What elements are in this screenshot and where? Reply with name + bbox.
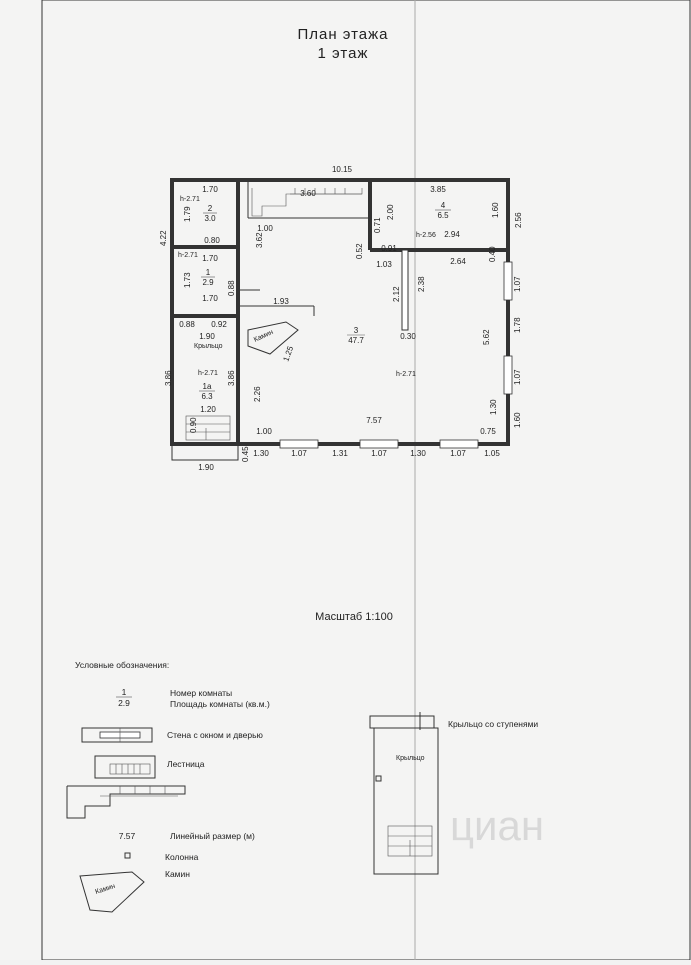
dim-212: 2.12 xyxy=(392,286,401,302)
room-3-height: h-2.71 xyxy=(396,371,416,378)
dim-stair-h: 3.62 xyxy=(255,232,264,248)
room-1-height: h-2.71 xyxy=(178,252,198,259)
legend-fireplace: Камин xyxy=(165,869,190,879)
legend-column-symbol xyxy=(125,853,130,858)
dim-b-107a: 1.07 xyxy=(291,449,307,458)
plan-title: План этажа xyxy=(297,26,389,43)
room-4-height: h-2.56 xyxy=(416,232,436,239)
dim-107b: 1.07 xyxy=(513,369,522,385)
dim-130a: 1.30 xyxy=(489,399,498,415)
dim-100: 1.00 xyxy=(256,427,272,436)
dim-left-total: 4.22 xyxy=(159,230,168,246)
room-2-area: 3.0 xyxy=(204,214,216,223)
legend-wall: Стена с окном и дверью xyxy=(167,730,263,740)
page-frame xyxy=(42,0,690,960)
room-2-height: h-2.71 xyxy=(180,196,200,203)
dim-r4-w: 3.85 xyxy=(430,185,446,194)
dim-r4-r: 1.60 xyxy=(491,202,500,218)
dim-160: 1.60 xyxy=(513,412,522,428)
dim-r2-w: 1.70 xyxy=(202,185,218,194)
dim-190b: 1.90 xyxy=(198,463,214,472)
legend-porch: Крыльцо со ступенями xyxy=(448,719,539,729)
legend-stair-plan-symbol xyxy=(67,786,185,818)
legend-stair: Лестница xyxy=(167,759,205,769)
dim-562: 5.62 xyxy=(482,329,491,345)
dim-b-105: 1.05 xyxy=(484,449,500,458)
dim-075: 0.75 xyxy=(480,427,496,436)
dim-264: 2.64 xyxy=(450,257,466,266)
legend-room-num: Номер комнаты xyxy=(170,688,233,698)
legend-porch-example: Крыльцо xyxy=(396,755,425,762)
legend-stair-symbol xyxy=(95,756,155,778)
room-1a-porch xyxy=(194,343,223,401)
room-1-area: 2.9 xyxy=(202,278,214,287)
legend-room-area: Площадь комнаты (кв.м.) xyxy=(170,699,270,709)
legend-wall-symbol xyxy=(82,728,152,742)
dim-030: 0.30 xyxy=(400,332,416,341)
legend-column: Колонна xyxy=(165,852,199,862)
dim-386b: 3.86 xyxy=(227,370,236,386)
dim-b-131: 1.31 xyxy=(332,449,348,458)
dim-r4-e: 0.52 xyxy=(355,243,364,259)
dim-r4-c: 0.71 xyxy=(373,217,382,233)
legend-dim: Линейный размер (м) xyxy=(170,831,255,841)
legend-dim-example: 7.57 xyxy=(118,831,136,841)
dim-178: 1.78 xyxy=(513,317,522,333)
dim-right-total: 2.56 xyxy=(514,212,523,228)
legend-fireplace-example: Камин xyxy=(94,882,117,896)
dim-top-total: 10.15 xyxy=(331,165,353,174)
dim-107a: 1.07 xyxy=(513,276,522,292)
dim-092: 0.92 xyxy=(211,320,227,329)
room-4-area: 6.5 xyxy=(437,211,449,220)
dim-r4-b: 2.94 xyxy=(444,230,460,239)
room-4-number: 4 xyxy=(440,201,446,210)
dim-226: 2.26 xyxy=(253,386,262,402)
dim-190a: 1.90 xyxy=(199,332,215,341)
dim-b-107b: 1.07 xyxy=(371,449,387,458)
room-2-number: 2 xyxy=(207,204,213,213)
dimension-labels xyxy=(159,165,523,472)
dim-125: 1.25 xyxy=(281,344,296,363)
dim-r2-h: 1.79 xyxy=(183,206,192,222)
legend-header: Условные обозначения: xyxy=(75,660,170,670)
dim-stair-b: 1.00 xyxy=(257,224,273,233)
dim-r1-r: 0.88 xyxy=(227,280,236,296)
dim-088: 0.88 xyxy=(179,320,195,329)
dim-045: 0.45 xyxy=(241,446,250,462)
watermark: циан xyxy=(450,802,545,849)
porch-label: Крыльцо xyxy=(194,343,223,350)
dim-757: 7.57 xyxy=(366,416,382,425)
dim-r1-w: 1.70 xyxy=(202,254,218,263)
dim-b-107c: 1.07 xyxy=(450,449,466,458)
dim-r1-h: 1.73 xyxy=(183,272,192,288)
dim-r4-f: 1.03 xyxy=(376,260,392,269)
dim-386a: 3.86 xyxy=(164,370,173,386)
porch-steps xyxy=(172,416,238,460)
scale-label: Масштаб 1:100 xyxy=(315,611,393,623)
dim-r4-h: 2.00 xyxy=(386,204,395,220)
room-1a-height: h-2.71 xyxy=(198,370,218,377)
legend-room-area-example: 2.9 xyxy=(118,698,130,708)
room-1a-number: 1а xyxy=(202,382,212,391)
legend xyxy=(67,660,538,912)
plan-subtitle: 1 этаж xyxy=(317,45,369,62)
dim-r4-d: 0.91 xyxy=(381,244,397,253)
dim-r2-b: 0.80 xyxy=(204,236,220,245)
room-1-number: 1 xyxy=(205,268,211,277)
dim-120: 1.20 xyxy=(200,405,216,414)
fireplace-label: Камин xyxy=(252,328,275,344)
dim-b-130b: 1.30 xyxy=(410,449,426,458)
dim-090: 0.90 xyxy=(189,417,198,433)
room-3-number: 3 xyxy=(353,326,359,335)
dim-040: 0.40 xyxy=(488,246,497,262)
room-1a-area: 6.3 xyxy=(201,392,213,401)
legend-fireplace-symbol xyxy=(80,872,144,912)
legend-room-num-example: 1 xyxy=(121,687,127,697)
legend-porch-symbol xyxy=(370,712,438,874)
dim-238: 2.38 xyxy=(417,276,426,292)
dim-b-130: 1.30 xyxy=(253,449,269,458)
dim-r1-b: 1.70 xyxy=(202,294,218,303)
plan-walls xyxy=(172,180,508,444)
room-3-area: 47.7 xyxy=(348,336,364,345)
dim-stair-w: 3.60 xyxy=(300,189,316,198)
dim-193: 1.93 xyxy=(273,297,289,306)
